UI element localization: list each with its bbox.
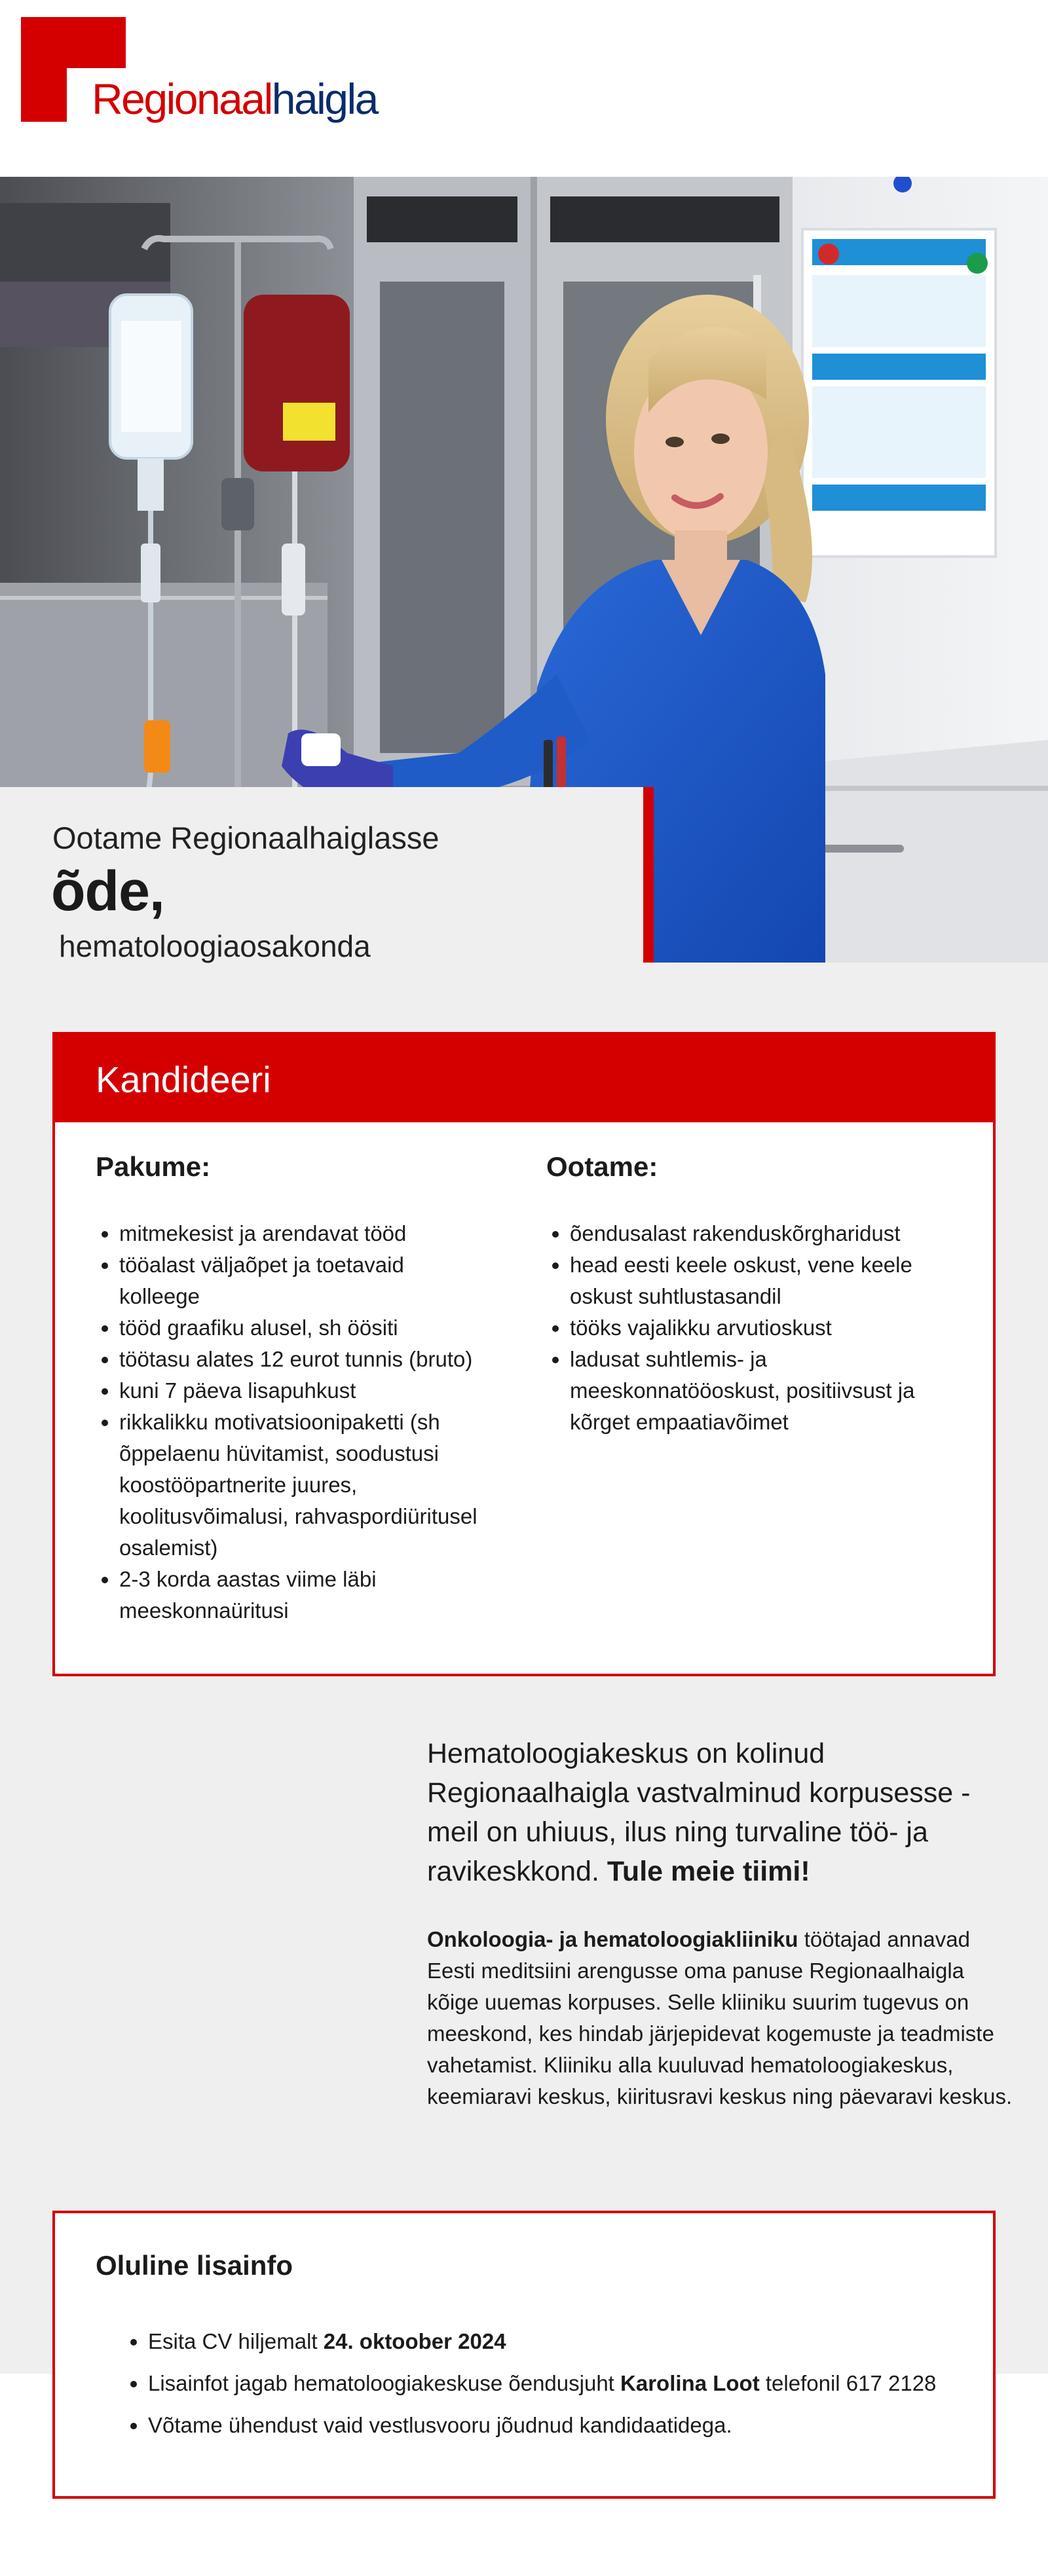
contact-name: Karolina Loot xyxy=(620,2371,760,2395)
expect-title: Ootame: xyxy=(546,1151,658,1182)
offer-title: Pakume: xyxy=(96,1151,211,1182)
list-item: • tööd graafiku alusel, sh öösiti xyxy=(119,1312,490,1344)
hero-intro-text: Ootame Regionaalhaiglasse xyxy=(52,820,440,855)
logo-text-part-2: haigla xyxy=(271,75,377,123)
info-title: Oluline lisainfo xyxy=(96,2250,293,2281)
apply-header[interactable] xyxy=(55,1035,993,1122)
about-body xyxy=(427,1924,1017,2112)
expect-list xyxy=(548,1218,954,1438)
list-item: • töötasu alates 12 eurot tunnis (bruto) xyxy=(119,1344,490,1375)
about-body-text: töötajad annavad Eesti meditsiini arengusse oma panuse Regionaalhaigla kõige uuemas korpuses. Selle kliiniku suurim tugevus on meeskond, kes hindab järjepidevat kogemuste ja teadmiste vahetamist. Kliiniku alla kuuluvad hematoloogiakeskus, keemiaravi keskus, kiiritusravi keskus ning päevaravi keskus. xyxy=(427,1927,1013,2108)
list-item: • õendusalast rakenduskõrgharidust xyxy=(570,1218,954,1249)
about-lead-text: Hematoloogiakeskus on kolinud Regionaalhaigla vastvalminud korpusesse - meil on uhiuus, ilus ning turvaline töö- ja ravikeskkond. xyxy=(427,1738,971,1887)
deadline-date: 24. oktoober 2024 xyxy=(323,2329,506,2353)
title-accent-bar xyxy=(643,787,654,963)
deadline-item xyxy=(148,2321,986,2363)
job-title: õde, xyxy=(51,860,164,923)
about-lead-cta: Tule meie tiimi! xyxy=(607,1856,810,1887)
list-item: • mitmekesist ja arendavat tööd xyxy=(119,1218,490,1249)
contact-text: Lisainfot jagab hematoloogiakeskuse õendusjuht xyxy=(148,2371,614,2395)
notice-item: • Võtame ühendust vaid vestlusvooru jõudnud kandidaatidega. xyxy=(148,2404,986,2446)
contact-item xyxy=(148,2363,986,2404)
list-item: • tööks vajalikku arvutioskust xyxy=(570,1312,954,1344)
list-item: • tööalast väljaõpet ja toetavaid kolleege xyxy=(119,1249,490,1312)
about-lead xyxy=(427,1734,1003,1891)
regionaalhaigla-logo-text xyxy=(92,75,377,123)
list-item: • 2-3 korda aastas viime läbi meeskonnaüritusi xyxy=(119,1564,490,1627)
offer-list xyxy=(97,1218,490,1627)
apply-card xyxy=(52,1032,996,1676)
clinic-name: Onkoloogia- ja hematoloogiakliiniku xyxy=(427,1927,798,1951)
info-list xyxy=(148,2321,986,2446)
list-item: • kuni 7 päeva lisapuhkust xyxy=(119,1375,490,1407)
department-name: hematoloogiaosakonda xyxy=(59,929,371,963)
contact-phone: telefonil 617 2128 xyxy=(765,2371,937,2395)
apply-title[interactable]: Kandideeri xyxy=(96,1059,271,1100)
list-item: • head eesti keele oskust, vene keele oskust suhtlustasandil xyxy=(570,1249,954,1312)
deadline-text: Esita CV hiljemalt xyxy=(148,2329,318,2353)
list-item: • rikkalikku motivatsioonipaketti (sh õppelaenu hüvitamist, soodustusi koostööpartnerite juures, koolitusvõimalusi, rahvaspordiüritusel osalemist) xyxy=(119,1407,490,1564)
logo-text-part-1: Regionaal xyxy=(92,75,272,123)
list-item: • ladusat suhtlemis- ja meeskonnatööoskust, positiivsust ja kõrget empaatiavõimet xyxy=(570,1344,954,1438)
page-header xyxy=(0,0,1048,177)
info-card xyxy=(52,2211,996,2499)
